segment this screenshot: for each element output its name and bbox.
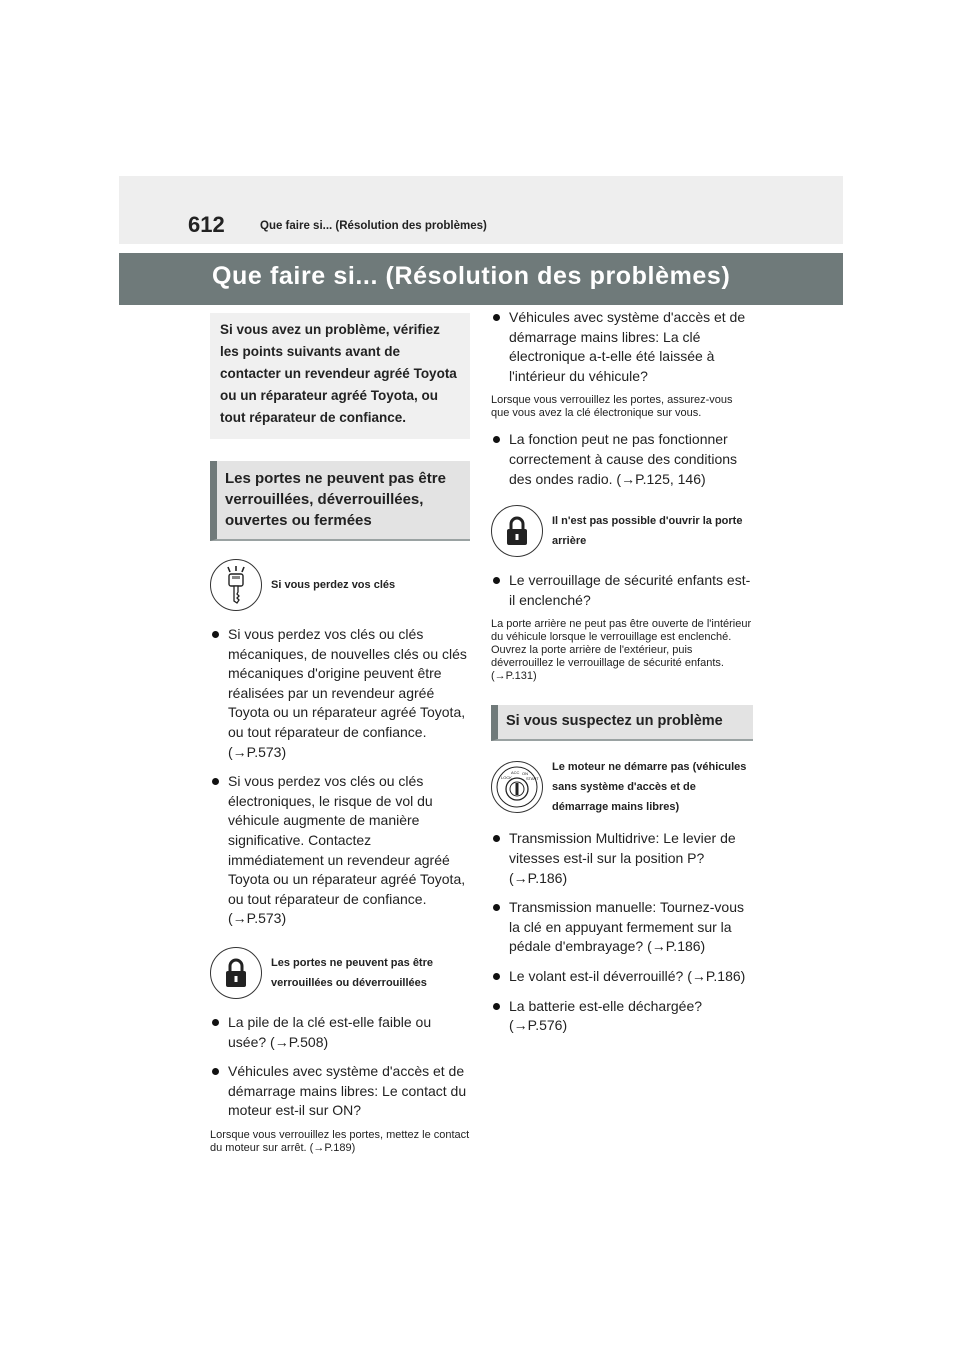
icon-label-engine: Le moteur ne démarre pas (véhicules sans système d'accès et de démarrage mains libres) (552, 761, 747, 814)
bullet-item: Si vous perdez vos clés ou clés électroniques, le risque de vol du véhicule augmente de manière significative. Contactez immédiatement un revendeur agréé Toyota ou un réparateur agréé Toyota, ou tout réparateur de confiance. (→P.573) (210, 772, 470, 929)
padlock-icon (210, 947, 262, 999)
note-text: Lorsque vous verrouillez les portes, assurez-vous que vous avez la clé électronique sur vous. (491, 394, 733, 420)
icon-label-lost-keys: Si vous perdez vos clés (271, 579, 396, 591)
running-title: Que faire si... (Résolution des problèmes) (260, 220, 487, 232)
right-column (491, 306, 753, 1036)
icon-label-rear-door: Il n'est pas possible d'ouvrir la porte arrière (552, 515, 743, 548)
bullet-item: La fonction peut ne pas fonctionner correctement à cause des conditions des ondes radio. (→P.125, 146) (491, 430, 753, 489)
ignition-mark: START (526, 776, 539, 782)
note-text: Lorsque vous verrouillez les portes, mettez le contact du moteur sur arrêt. (→P.189) (210, 1128, 470, 1154)
page-number: 612 (188, 212, 225, 237)
padlock-icon (491, 505, 543, 557)
ignition-switch-icon (491, 761, 543, 813)
icon-row-doors-lock (210, 947, 470, 999)
bullet-item: Transmission Multidrive: Le levier de vitesses est-il sur la position P? (→P.186) (491, 829, 753, 888)
left-column (210, 313, 470, 1155)
section-heading-suspect: Si vous suspectez un problème (491, 705, 753, 741)
intro-box: Si vous avez un problème, vérifiez les points suivants avant de contacter un revendeur agréé Toyota ou un réparateur agréé Toyota, ou tout réparateur de confiance. (210, 313, 470, 439)
icon-row-engine (491, 757, 753, 817)
bullet-item: La batterie est-elle déchargée? (→P.576) (491, 997, 753, 1036)
ignition-mark: LOCK (501, 775, 512, 781)
bullet-item: Véhicules avec système d'accès et de démarrage mains libres: La clé électronique a-t-elle été laissée à l'intérieur du véhicule? (491, 308, 753, 386)
icon-row-rear-door (491, 505, 753, 557)
ignition-mark: ON (522, 771, 528, 777)
icon-label-doors-lock: Les portes ne peuvent pas être verrouillées ou déverrouillées (271, 956, 433, 989)
bullet-item: Transmission manuelle: Tournez-vous la clé en appuyant fermement sur la pédale d'embrayage? (→P.186) (491, 898, 753, 957)
note-text: La porte arrière ne peut pas être ouverte de l'intérieur du véhicule lorsque le verrouillage est enclenché. Ouvrez la porte arrière de l'extérieur, puis déverrouillez le verrouillage de sécurité enfants. (→P.131) (491, 618, 752, 683)
section-heading-doors: Les portes ne peuvent pas être verrouillées, déverrouillées, ouvertes ou fermées (210, 461, 470, 541)
key-icon (210, 559, 262, 611)
icon-row-lost-keys (210, 559, 470, 611)
bullet-item: Le verrouillage de sécurité enfants est-il enclenché? (491, 571, 753, 610)
header-band (119, 176, 843, 244)
bullet-item: La pile de la clé est-elle faible ou usée? (→P.508) (210, 1013, 470, 1052)
title-bar (119, 253, 843, 305)
bullet-item: Véhicules avec système d'accès et de démarrage mains libres: Le contact du moteur est-il sur ON? (210, 1062, 470, 1121)
ignition-mark: ACC (511, 770, 520, 776)
page-title: Que faire si... (Résolution des problèmes) (212, 262, 731, 290)
bullet-item: Le volant est-il déverrouillé? (→P.186) (491, 967, 753, 987)
bullet-item: Si vous perdez vos clés ou clés mécaniques, de nouvelles clés ou clés mécaniques d'origine peuvent être réalisées par un revendeur agréé Toyota ou un réparateur agréé Toyota, ou tout réparateur de confiance. (→P.573) (210, 625, 470, 762)
